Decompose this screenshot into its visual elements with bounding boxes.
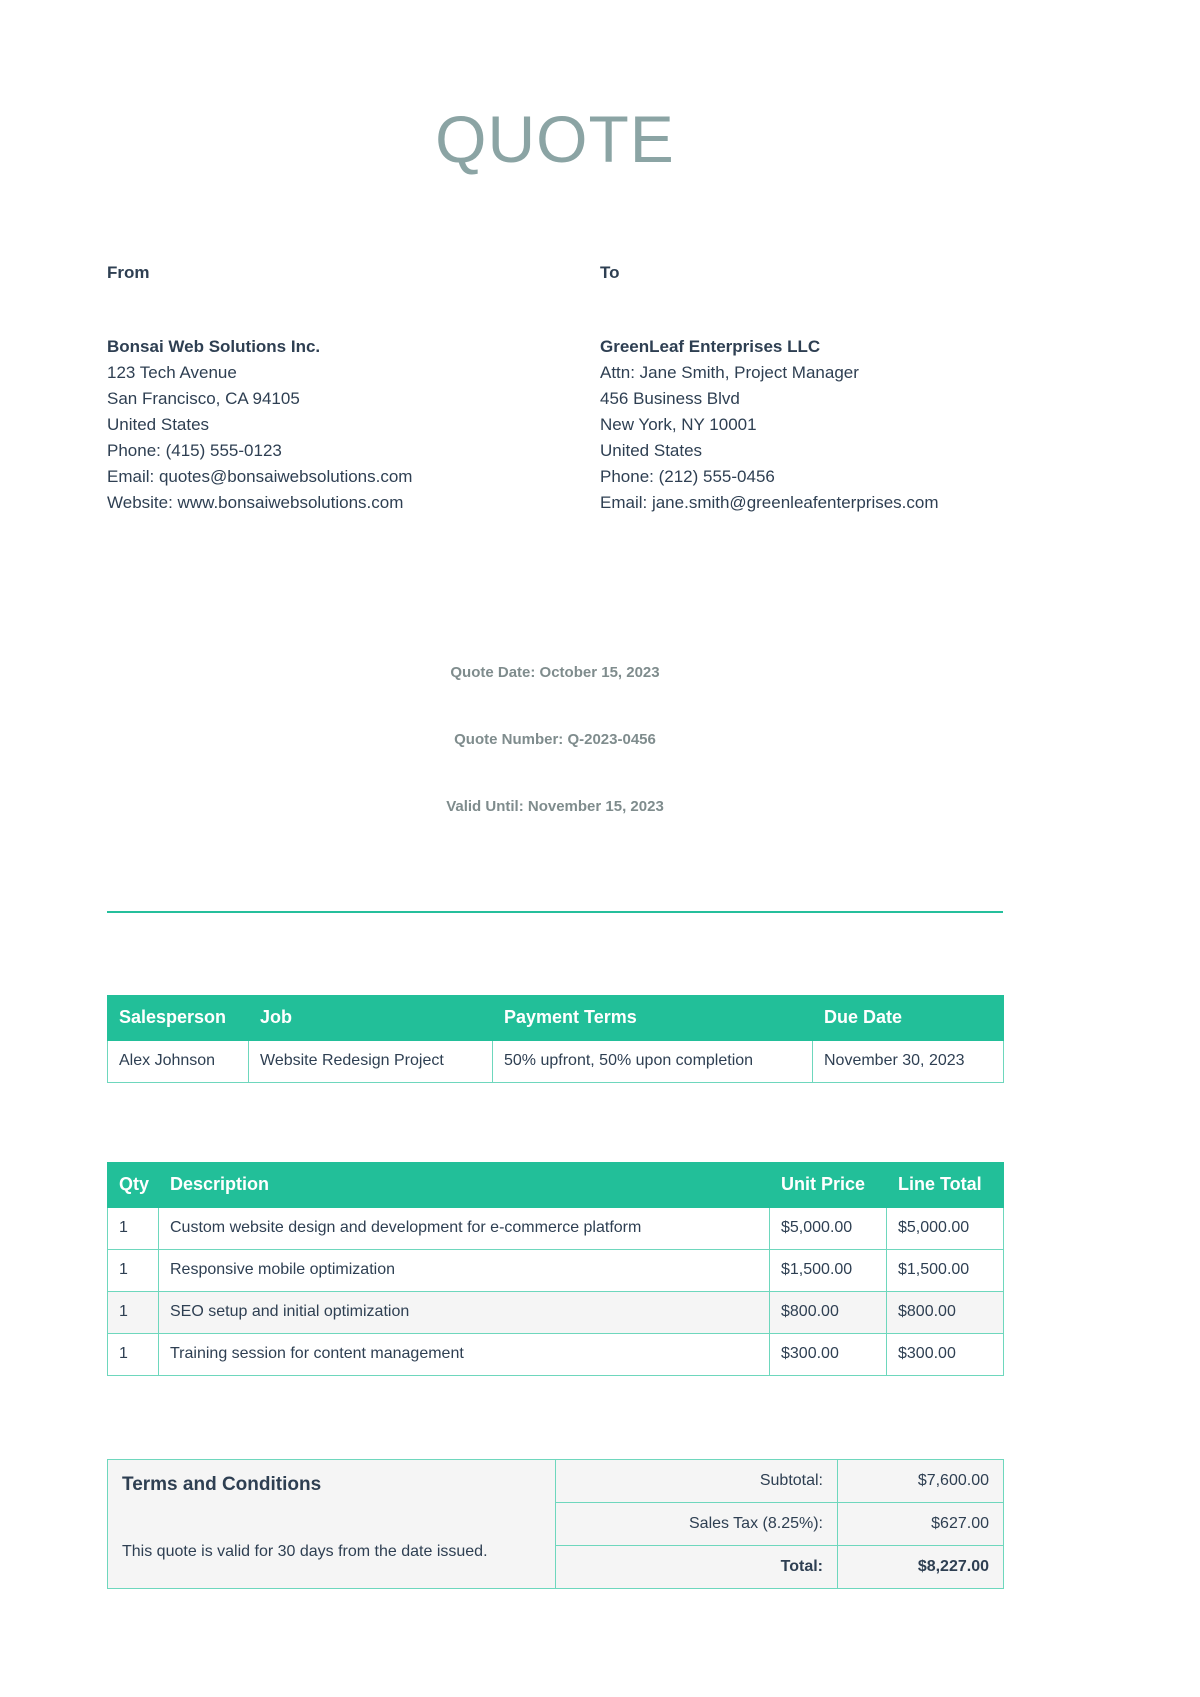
party-from xyxy=(107,262,537,516)
header-description: Description xyxy=(159,1163,770,1208)
party-to xyxy=(600,262,1030,516)
header-unit-price: Unit Price xyxy=(770,1163,887,1208)
quote-number: Quote Number: Q-2023-0456 xyxy=(454,731,656,748)
table-header-row xyxy=(108,996,1004,1041)
header-qty: Qty xyxy=(108,1163,159,1208)
table-row xyxy=(108,1334,1004,1376)
cell-qty: 1 xyxy=(108,1208,159,1250)
total-value: $8,227.00 xyxy=(838,1546,1004,1589)
cell-due-date: November 30, 2023 xyxy=(813,1041,1004,1083)
cell-unit-price: $800.00 xyxy=(770,1292,887,1334)
valid-until: Valid Until: November 15, 2023 xyxy=(446,798,664,815)
table-row xyxy=(108,1041,1004,1083)
page-title: QUOTE xyxy=(435,102,675,176)
terms-and-conditions-cell xyxy=(108,1460,556,1589)
to-address-line: United States xyxy=(600,441,703,460)
total-label: Total: xyxy=(556,1546,838,1589)
from-address-line: 123 Tech Avenue xyxy=(107,363,237,382)
cell-unit-price: $300.00 xyxy=(770,1334,887,1376)
from-email-line: Email: quotes@bonsaiwebsolutions.com xyxy=(107,467,413,486)
sales-tax-label: Sales Tax (8.25%): xyxy=(556,1503,838,1546)
terms-title: Terms and Conditions xyxy=(122,1474,322,1495)
to-address-line: 456 Business Blvd xyxy=(600,389,740,408)
cell-description: Custom website design and development for e-commerce platform xyxy=(159,1208,770,1250)
quote-date: Quote Date: October 15, 2023 xyxy=(450,664,660,681)
from-company-name: Bonsai Web Solutions Inc. xyxy=(107,337,321,356)
from-address-line: United States xyxy=(107,415,210,434)
table-row xyxy=(108,1208,1004,1250)
section-divider xyxy=(107,911,1003,913)
header-salesperson: Salesperson xyxy=(108,996,249,1041)
header-job: Job xyxy=(249,996,493,1041)
to-attn-line: Attn: Jane Smith, Project Manager xyxy=(600,363,859,382)
cell-description: Training session for content management xyxy=(159,1334,770,1376)
to-company-name: GreenLeaf Enterprises LLC xyxy=(600,337,821,356)
sales-tax-value: $627.00 xyxy=(838,1503,1004,1546)
to-heading: To xyxy=(600,263,620,282)
table-row xyxy=(108,1250,1004,1292)
from-phone-line: Phone: (415) 555-0123 xyxy=(107,441,282,460)
cell-job: Website Redesign Project xyxy=(249,1041,493,1083)
cell-qty: 1 xyxy=(108,1334,159,1376)
cell-description: SEO setup and initial optimization xyxy=(159,1292,770,1334)
header-due-date: Due Date xyxy=(813,996,1004,1041)
cell-salesperson: Alex Johnson xyxy=(108,1041,249,1083)
cell-line-total: $800.00 xyxy=(887,1292,1004,1334)
line-items-table xyxy=(107,1162,1004,1376)
from-address-line: San Francisco, CA 94105 xyxy=(107,389,300,408)
cell-line-total: $1,500.00 xyxy=(887,1250,1004,1292)
to-phone-line: Phone: (212) 555-0456 xyxy=(600,467,775,486)
subtotal-label: Subtotal: xyxy=(556,1460,838,1503)
cell-qty: 1 xyxy=(108,1250,159,1292)
quote-meta-section xyxy=(107,662,1003,818)
to-email-line: Email: jane.smith@greenleafenterprises.com xyxy=(600,493,939,512)
cell-line-total: $5,000.00 xyxy=(887,1208,1004,1250)
cell-unit-price: $1,500.00 xyxy=(770,1250,887,1292)
header-line-total: Line Total xyxy=(887,1163,1004,1208)
table-row xyxy=(108,1292,1004,1334)
cell-unit-price: $5,000.00 xyxy=(770,1208,887,1250)
terms-and-totals-section xyxy=(107,1459,1003,1589)
to-address-line: New York, NY 10001 xyxy=(600,415,757,434)
cell-description: Responsive mobile optimization xyxy=(159,1250,770,1292)
from-website-line: Website: www.bonsaiwebsolutions.com xyxy=(107,493,404,512)
totals-row-subtotal xyxy=(108,1460,1004,1503)
from-heading: From xyxy=(107,263,150,282)
cell-qty: 1 xyxy=(108,1292,159,1334)
cell-payment-terms: 50% upfront, 50% upon completion xyxy=(493,1041,813,1083)
cell-line-total: $300.00 xyxy=(887,1334,1004,1376)
subtotal-value: $7,600.00 xyxy=(838,1460,1004,1503)
table-header-row xyxy=(108,1163,1004,1208)
salesperson-table xyxy=(107,995,1004,1083)
header-payment-terms: Payment Terms xyxy=(493,996,813,1041)
totals-table xyxy=(107,1459,1004,1589)
terms-text: This quote is valid for 30 days from the date issued. xyxy=(122,1543,488,1560)
